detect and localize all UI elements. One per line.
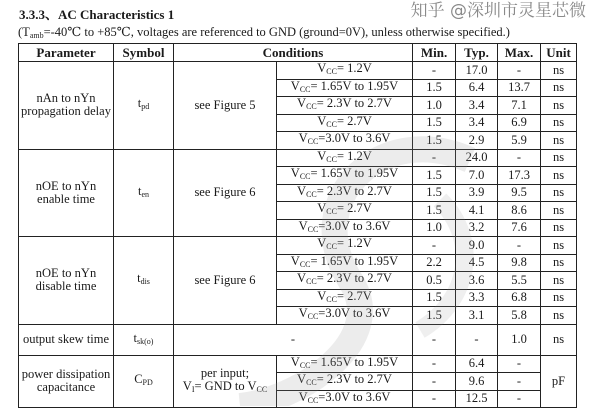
max-cell: 9.8: [498, 254, 541, 272]
min-cell: 1.5: [413, 202, 456, 220]
symbol-main: C: [134, 372, 143, 387]
max-cell: -: [498, 237, 541, 255]
typ-cell: 3.2: [456, 219, 498, 237]
cond-sub: CC: [299, 172, 311, 182]
min-cell: -: [413, 373, 456, 391]
test-condition-cell: see Figure 5: [174, 62, 277, 150]
test-condition-cell: see Figure 6: [174, 237, 277, 325]
max-cell: -: [498, 373, 541, 391]
cond-rest: = 1.2V: [336, 236, 372, 251]
unit-cell: ns: [541, 272, 577, 290]
symbol-main: t: [137, 183, 142, 198]
cond-rest: = 1.65V to 1.95V: [310, 354, 399, 369]
unit-cell: ns: [541, 184, 577, 202]
unit-cell: ns: [541, 289, 577, 307]
typ-cell: 3.1: [456, 307, 498, 325]
max-cell: 7.1: [498, 97, 541, 115]
cond-v: V: [317, 288, 327, 303]
min-cell: -: [413, 237, 456, 255]
condition-cell: [277, 289, 413, 307]
typ-cell: 3.4: [456, 97, 498, 115]
max-cell: 5.9: [498, 132, 541, 150]
cond-rest: = 2.3V to 2.7V: [316, 96, 392, 111]
cond-v: V: [297, 372, 307, 387]
cond-sub: CC: [306, 189, 317, 199]
cond-v: V: [290, 253, 300, 268]
unit-cell: ns: [541, 167, 577, 185]
table-row: [19, 355, 577, 373]
header-cell: Unit: [541, 44, 577, 62]
cond-sub: CC: [299, 84, 311, 94]
note-post: =-40℃ to +85℃, voltages are referenced to GND (ground=0V), unless otherwise specified.): [43, 25, 510, 39]
typ-cell: 7.0: [456, 167, 498, 185]
symbol-main: t: [137, 271, 141, 286]
cond-v: V: [290, 354, 300, 369]
header-cell: Max.: [498, 44, 541, 62]
symbol-sub: sk(o): [137, 336, 154, 346]
min-cell: 1.5: [413, 167, 456, 185]
min-cell: 1.5: [413, 307, 456, 325]
min-cell: 1.0: [413, 97, 456, 115]
min-cell: 1.5: [413, 184, 456, 202]
typ-cell: 9.0: [456, 237, 498, 255]
header-row: [19, 44, 577, 62]
cond-sub: CC: [326, 67, 337, 77]
header-cell: Conditions: [174, 44, 413, 62]
typ-cell: 6.4: [456, 79, 498, 97]
symbol-sub: PD: [142, 378, 153, 388]
max-cell: 5.5: [498, 272, 541, 290]
unit-cell: pF: [541, 355, 577, 408]
min-cell: 2.2: [413, 254, 456, 272]
cond-sub: CC: [306, 277, 317, 287]
unit-cell: ns: [541, 97, 577, 115]
condition-cell: [277, 167, 413, 185]
min-cell: 1.5: [413, 132, 456, 150]
cond-sub: CC: [307, 224, 319, 234]
unit-cell: ns: [541, 254, 577, 272]
condition-cell: [277, 390, 413, 408]
zhihu-watermark: 知乎 @深圳市灵星芯微: [410, 1, 586, 21]
cond-pre: V: [182, 378, 192, 393]
cond-sub: CC: [326, 119, 337, 129]
min-cell: 1.5: [413, 114, 456, 132]
condition-cell: [277, 237, 413, 255]
cond-rest: = 1.65V to 1.95V: [310, 78, 399, 93]
table-row: [19, 237, 577, 255]
cond-v: V: [290, 166, 300, 181]
min-cell: 1.5: [413, 79, 456, 97]
cond-v: V: [298, 131, 308, 146]
min-cell: 0.5: [413, 272, 456, 290]
typ-cell: 4.1: [456, 202, 498, 220]
cond-rest: = 1.65V to 1.95V: [310, 253, 399, 268]
cond-sub: CC: [307, 312, 319, 322]
table-row: [19, 149, 577, 167]
condition-cell: [277, 202, 413, 220]
unit-cell: ns: [541, 62, 577, 80]
max-cell: -: [498, 62, 541, 80]
cond-sub: CC: [307, 137, 319, 147]
ac-characteristics-table: [18, 43, 577, 408]
typ-cell: 6.4: [456, 355, 498, 373]
header-cell: Parameter: [19, 44, 114, 62]
min-cell: -: [413, 62, 456, 80]
cond-rest: = 2.3V to 2.7V: [316, 183, 392, 198]
symbol-main: t: [133, 330, 138, 345]
max-cell: -: [498, 355, 541, 373]
condition-cell: [277, 373, 413, 391]
cond-sub: CC: [307, 395, 319, 405]
parameter-cell: output skew time: [19, 324, 114, 355]
unit-cell: ns: [541, 114, 577, 132]
max-cell: 6.8: [498, 289, 541, 307]
cond-sub: CC: [326, 154, 337, 164]
condition-cell: [277, 219, 413, 237]
cond-v: V: [297, 183, 307, 198]
unit-cell: ns: [541, 324, 577, 355]
cond-v: V: [317, 201, 327, 216]
max-cell: 13.7: [498, 79, 541, 97]
min-cell: -: [413, 355, 456, 373]
condition-cell: [277, 114, 413, 132]
cond-rest: = 2.3V to 2.7V: [316, 372, 392, 387]
condition-cell: [277, 132, 413, 150]
cond-rest: = 1.65V to 1.95V: [310, 166, 399, 181]
cond-rest: = 2.7V: [336, 201, 372, 216]
parameter-cell: nAn to nYn propagation delay: [19, 62, 114, 150]
cond-v: V: [290, 78, 300, 93]
condition-cell: [277, 97, 413, 115]
cond-rest: = 1.2V: [336, 61, 372, 76]
cond-sub: I: [191, 384, 195, 394]
typ-cell: 4.5: [456, 254, 498, 272]
unit-cell: ns: [541, 79, 577, 97]
unit-cell: ns: [541, 132, 577, 150]
condition-cell: [277, 79, 413, 97]
typ-cell: 2.9: [456, 132, 498, 150]
symbol-cell: [114, 237, 174, 325]
max-cell: 8.6: [498, 202, 541, 220]
header-cell: Typ.: [456, 44, 498, 62]
cond-rest: =3.0V to 3.6V: [318, 131, 391, 146]
max-cell: 6.9: [498, 114, 541, 132]
symbol-sub: en: [141, 189, 150, 199]
cond-rest: = 2.3V to 2.7V: [316, 271, 392, 286]
condition-cell: [277, 149, 413, 167]
unit-cell: ns: [541, 149, 577, 167]
cond-v: V: [298, 306, 308, 321]
cond-v: V: [298, 389, 308, 404]
note-pre: (T: [18, 25, 30, 39]
condition-cell: -: [174, 324, 413, 355]
max-cell: 17.3: [498, 167, 541, 185]
unit-cell: ns: [541, 219, 577, 237]
cond-rest: =3.0V to 3.6V: [318, 218, 391, 233]
cond-v: V: [298, 218, 308, 233]
cond-sub: CC: [326, 294, 337, 304]
cond-v: V: [317, 113, 327, 128]
conditions-note: [18, 24, 510, 40]
cond-v: V: [297, 96, 307, 111]
cond-v: V: [297, 271, 307, 286]
condition-cell: [277, 254, 413, 272]
cond-sub: CC: [306, 102, 317, 112]
symbol-cell: [114, 62, 174, 150]
max-cell: 7.6: [498, 219, 541, 237]
condition-cell: [277, 62, 413, 80]
cond-rest: = 2.7V: [336, 113, 372, 128]
max-cell: 1.0: [498, 324, 541, 355]
max-cell: 9.5: [498, 184, 541, 202]
min-cell: -: [413, 390, 456, 408]
cond-sub: CC: [326, 242, 337, 252]
cond-sub2: CC: [256, 384, 268, 394]
cond-line1: per input;: [200, 365, 250, 380]
parameter-cell: power dissipation capacitance: [19, 355, 114, 408]
table-row: [19, 324, 577, 355]
cond-v: V: [317, 148, 327, 163]
min-cell: 1.5: [413, 289, 456, 307]
section-title: 3.3.3、AC Characteristics 1: [19, 7, 175, 22]
table-row: [19, 62, 577, 80]
min-cell: -: [413, 149, 456, 167]
symbol-sub: pd: [141, 102, 150, 112]
typ-cell: -: [456, 324, 498, 355]
cond-sub: CC: [299, 259, 311, 269]
min-cell: 1.0: [413, 219, 456, 237]
max-cell: -: [498, 149, 541, 167]
unit-cell: ns: [541, 307, 577, 325]
symbol-cell: [114, 149, 174, 237]
typ-cell: 3.9: [456, 184, 498, 202]
parameter-cell: nOE to nYn enable time: [19, 149, 114, 237]
unit-cell: ns: [541, 202, 577, 220]
typ-cell: 24.0: [456, 149, 498, 167]
parameter-cell: nOE to nYn disable time: [19, 237, 114, 325]
condition-cell: [277, 307, 413, 325]
condition-cell: [277, 355, 413, 373]
cond-sub: CC: [299, 360, 311, 370]
header-cell: Symbol: [114, 44, 174, 62]
cond-rest: =3.0V to 3.6V: [318, 306, 391, 321]
condition-cell: [277, 272, 413, 290]
typ-cell: 3.4: [456, 114, 498, 132]
symbol-sub: dis: [140, 277, 150, 287]
symbol-cell: [114, 355, 174, 408]
cond-v: V: [317, 61, 327, 76]
cond-rest: =3.0V to 3.6V: [318, 389, 391, 404]
symbol-main: t: [137, 96, 142, 111]
max-cell: -: [498, 390, 541, 408]
cond-mid: = GND to V: [194, 378, 257, 393]
cond-rest: = 2.7V: [336, 288, 372, 303]
condition-cell: [277, 184, 413, 202]
test-condition-cell: [174, 355, 277, 408]
cond-v: V: [317, 236, 327, 251]
typ-cell: 9.6: [456, 373, 498, 391]
cond-sub: CC: [326, 207, 337, 217]
test-condition-cell: see Figure 6: [174, 149, 277, 237]
cond-sub: CC: [306, 378, 317, 388]
typ-cell: 17.0: [456, 62, 498, 80]
header-cell: Min.: [413, 44, 456, 62]
min-cell: -: [413, 324, 456, 355]
typ-cell: 3.3: [456, 289, 498, 307]
note-sub: amb: [29, 31, 44, 40]
symbol-cell: [114, 324, 174, 355]
cond-rest: = 1.2V: [336, 148, 372, 163]
typ-cell: 3.6: [456, 272, 498, 290]
max-cell: 5.8: [498, 307, 541, 325]
unit-cell: ns: [541, 237, 577, 255]
typ-cell: 12.5: [456, 390, 498, 408]
